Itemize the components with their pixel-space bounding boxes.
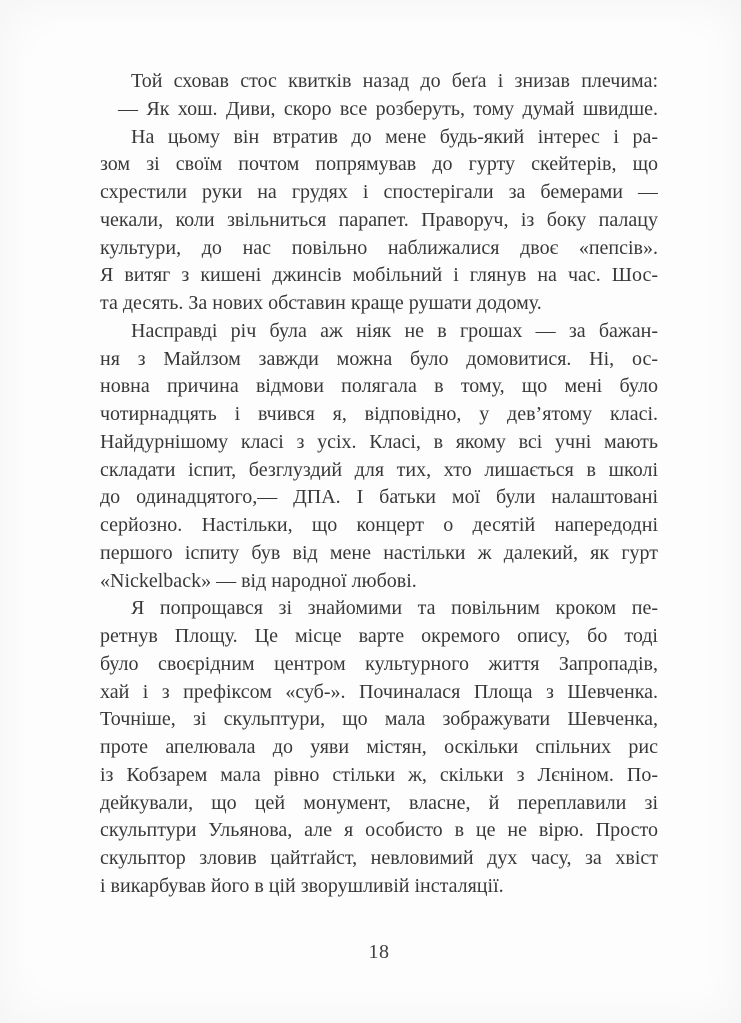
text-line: скульптури Ульянова, але я особисто в це не вірю. Просто	[100, 819, 658, 842]
text-line: чотирнадцять і вчився я, відповідно, у дев’ятому класі.	[100, 403, 658, 425]
text-line: хай і з префіксом «суб-». Починалася Площа з Шевченка.	[100, 680, 658, 703]
text-line: дейкували, що цей монумент, власне, й переплавили зі	[100, 791, 658, 814]
text-line: культури, до нас повільно наближалися двоє «пепсів».	[100, 236, 658, 259]
text-line: Той сховав стос квитків назад до беґа і знизав плечима:	[131, 70, 658, 92]
text-line: — Як хош. Диви, скоро все розберуть, тому думай швидше.	[118, 97, 658, 120]
text-line: На цьому він втратив до мене будь-який інтерес і ра-	[131, 125, 658, 148]
text-line: Найдурнішому класі з усіх. Класі, в якому всі учні мають	[100, 430, 658, 453]
text-line: та десять. За нових обставин краще рушати додому.	[100, 292, 542, 314]
text-line: із Кобзарем мала рівно стільки ж, скільки з Лєніном. По-	[100, 763, 658, 786]
text-line: до одинадцятого,— ДПА. І батьки мої були налаштовані	[100, 486, 658, 509]
text-line: проте апелювала до уяви містян, оскільки спільних рис	[100, 736, 658, 758]
text-line: зом зі своїм почтом попрямував до гурту скейтерів, що	[100, 153, 658, 176]
text-line: чекали, коли звільниться парапет. Праворуч, із боку палацу	[100, 208, 658, 231]
text-line: новна причина відмови полягала в тому, що мені було	[100, 375, 658, 398]
text-line: Насправді річ була аж ніяк не в грошах — за бажан-	[131, 319, 658, 342]
text-line: було своєрідним центром культурного життя Запропадів,	[100, 652, 658, 675]
text-line: схрестили руки на грудях і спостерігали за бемерами —	[100, 181, 658, 203]
text-line: «Nickelback» — від народної любові.	[100, 569, 417, 592]
text-line: ретнув Площу. Це місце варте окремого опису, бо тоді	[100, 625, 658, 647]
body-text	[100, 68, 658, 966]
text-line: першого іспиту був від мене настільки ж далекий, як гурт	[100, 541, 658, 564]
text-line: Я попрощався зі знайомими та повільним кроком пе-	[131, 597, 658, 620]
text-line: скульптор зловив цайтґайст, невловимий дух часу, за хвіст	[100, 847, 658, 869]
text-line: Точніше, зі скульптури, що мала зображувати Шевченка,	[100, 708, 658, 731]
text-line: і викарбував його в цій зворушливій інсталяції.	[100, 874, 504, 897]
text-line: складати іспит, безглуздий для тих, хто лишається в школі	[100, 458, 658, 481]
text-line: серйозно. Настільки, що концерт о десятій напередодні	[100, 514, 658, 536]
text-line: ня з Майлзом завжди можна було домовитися. Ні, ос-	[100, 347, 658, 370]
text-line: Я витяг з кишені джинсів мобільний і глянув на час. Шос-	[100, 264, 658, 287]
page-number: 18	[368, 940, 390, 963]
